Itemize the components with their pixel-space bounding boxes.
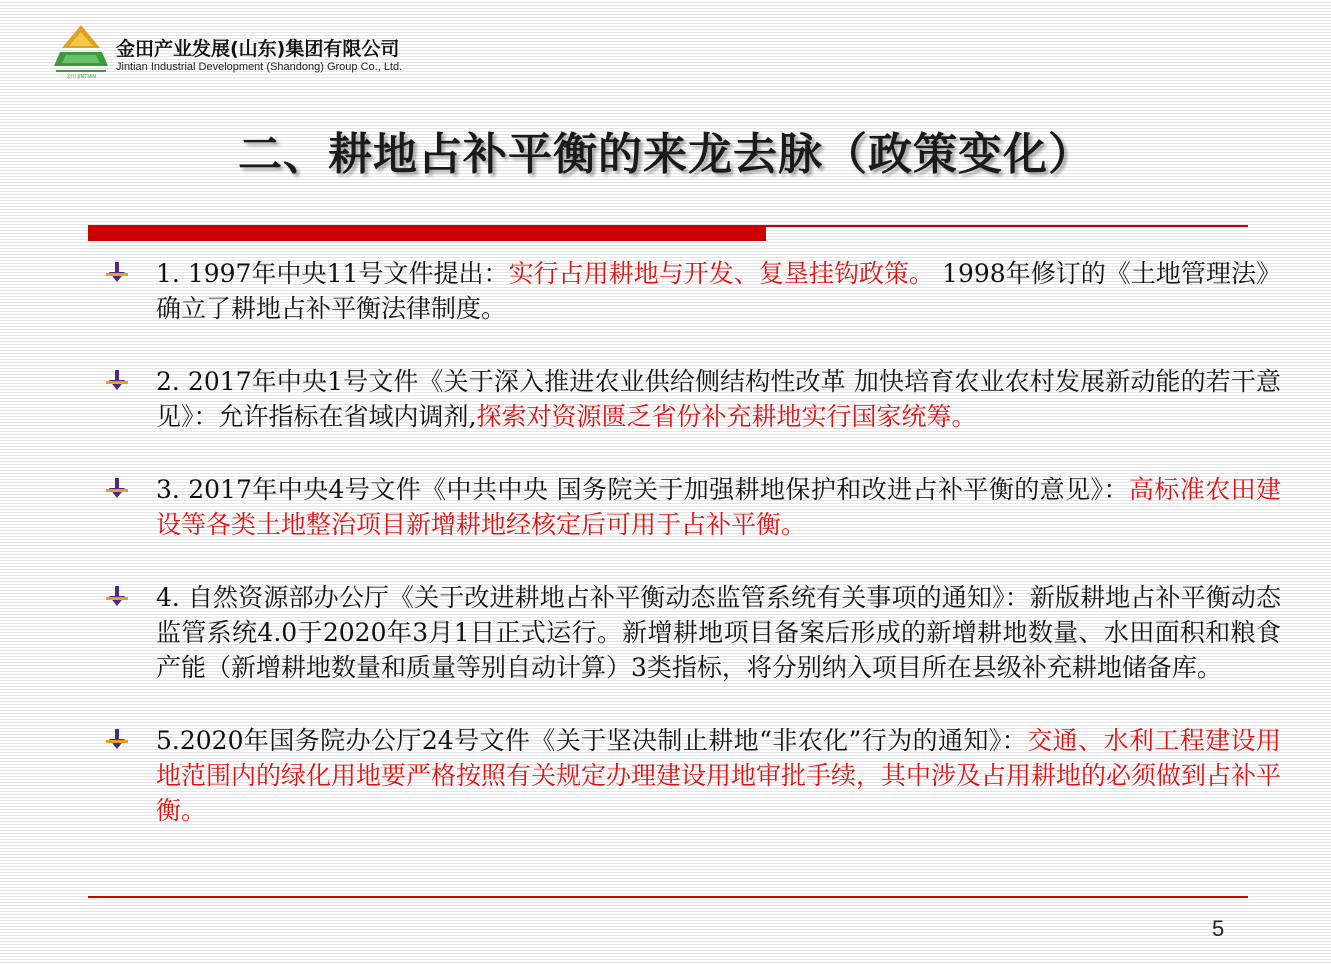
bullet-arrow-icon: [106, 727, 128, 751]
svg-text:金田 JINTIAN: 金田 JINTIAN: [66, 74, 96, 80]
bullet-arrow-icon: [106, 476, 128, 500]
policy-item-1: [106, 256, 1281, 326]
jintian-logo-icon: [52, 22, 110, 80]
policy-item-text: 5.2020年国务院办公厅24号文件《关于坚决制止耕地“非农化”行为的通知》：交通、水利工程建设用地范围内的绿化用地要严格按照有关规定办理建设用地审批手续，其中涉及占用耕地的必须做到占补平衡。: [156, 726, 1282, 825]
policy-item-text: 2. 2017年中央1号文件《关于深入推进农业供给侧结构性改革 加快培育农业农村发展新动能的若干意见》：允许指标在省域内调剂,探索对资源匮乏省份补充耕地实行国家统筹。: [156, 367, 1281, 431]
policy-item-3: [106, 472, 1281, 542]
bullet-arrow-icon: [106, 584, 128, 608]
slide-title: 二、耕地占补平衡的来龙去脉（政策变化）: [238, 129, 1093, 180]
title-divider-thick: [88, 227, 766, 241]
policy-item-text: 4. 自然资源部办公厅《关于改进耕地占补平衡动态监管系统有关事项的通知》：新版耕地占补平衡动态监管系统4.0于2020年3月1日正式运行。新增耕地项目备案后形成的新增耕地数量、水田面积和粮食产能（新增耕地数量和质量等别自动计算）3类指标，将分别纳入项目所在县级补充耕地储备库。: [156, 583, 1281, 682]
highlighted-text: 实行占用耕地与开发、复垦挂钩政策。: [508, 259, 935, 288]
policy-item-2: [106, 364, 1281, 434]
highlighted-text: 探索对资源匮乏省份补充耕地实行国家统筹。: [476, 402, 977, 431]
company-logo: [52, 22, 462, 82]
footer-divider: [88, 896, 1248, 898]
bullet-arrow-icon: [106, 368, 128, 392]
company-name-cn: 金田产业发展(山东)集团有限公司: [116, 38, 400, 60]
policy-item-4: [106, 580, 1281, 685]
company-name-en: Jintian Industrial Development (Shandong) Group Co., Ltd.: [116, 61, 403, 73]
page-number: 5: [1212, 916, 1225, 941]
policy-list: [106, 256, 1281, 866]
policy-item-text: 1. 1997年中央11号文件提出：实行占用耕地与开发、复垦挂钩政策。 1998年修订的《土地管理法》确立了耕地占补平衡法律制度。: [156, 259, 1281, 323]
policy-item-5: [106, 723, 1281, 828]
highlighted-text: 交通、水利工程建设用地范围内的绿化用地要严格按照有关规定办理建设用地审批手续，其中涉及占用耕地的必须做到占补平衡。: [156, 726, 1282, 825]
highlighted-text: 高标准农田建设等各类土地整治项目新增耕地经核定后可用于占补平衡。: [156, 475, 1281, 539]
bullet-arrow-icon: [106, 260, 128, 284]
policy-item-text: 3. 2017年中央4号文件《中共中央 国务院关于加强耕地保护和改进占补平衡的意见》：高标准农田建设等各类土地整治项目新增耕地经核定后可用于占补平衡。: [156, 475, 1281, 539]
